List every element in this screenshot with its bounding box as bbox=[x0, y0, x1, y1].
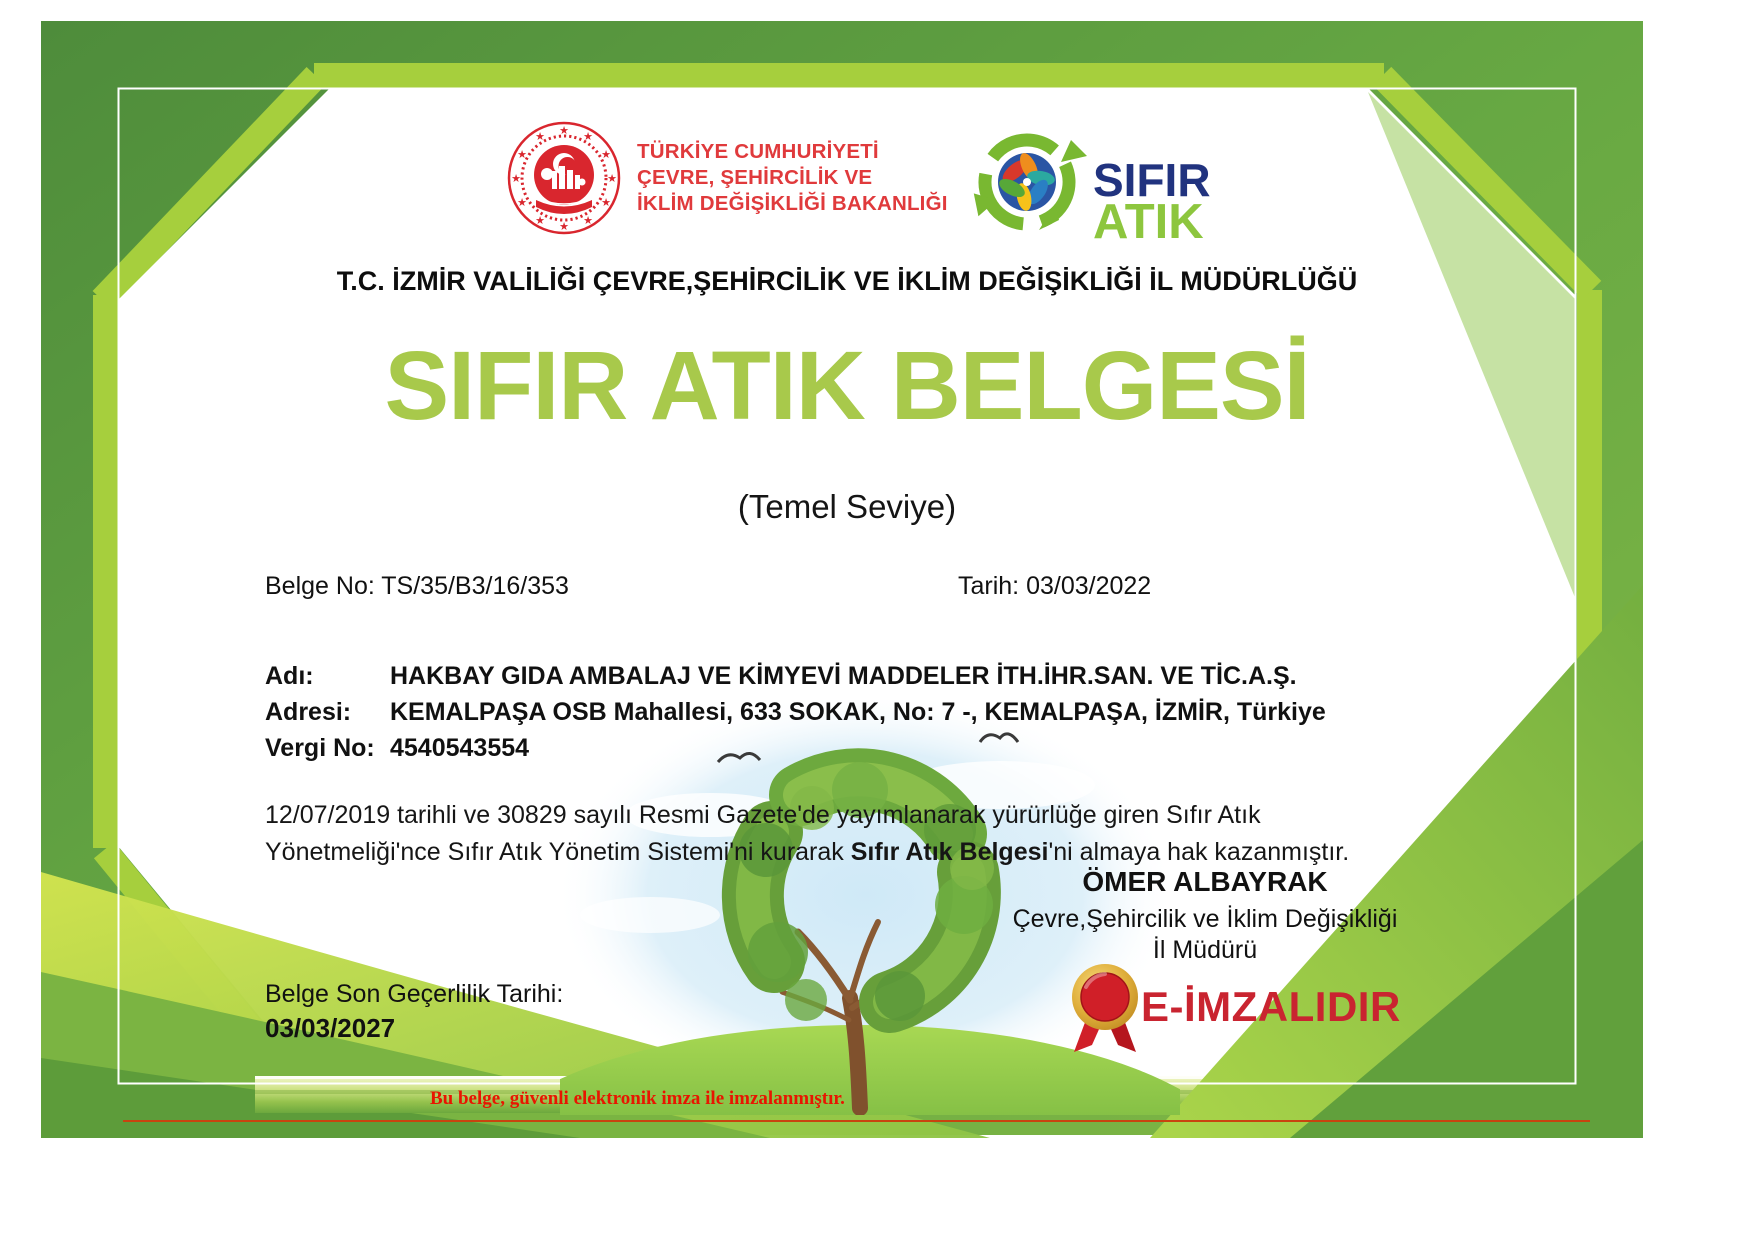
issue-date: Tarih: 03/03/2022 bbox=[958, 572, 1152, 600]
detail-value: HAKBAY GIDA AMBALAJ VE KİMYEVİ MADDELER İTH.İHR.SAN. VE TİC.A.Ş. bbox=[390, 662, 1297, 690]
detail-label: Adresi: bbox=[265, 698, 352, 726]
detail-value: KEMALPAŞA OSB Mahallesi, 633 SOKAK, No: 7 -, KEMALPAŞA, İZMİR, Türkiye bbox=[390, 698, 1326, 726]
svg-text:★: ★ bbox=[517, 196, 527, 209]
validity-date: 03/03/2027 bbox=[265, 1013, 396, 1043]
ministry-emblem-icon bbox=[502, 120, 626, 238]
document-number: Belge No: TS/35/B3/16/353 bbox=[265, 572, 569, 600]
sifir-atik-logo bbox=[955, 122, 1255, 242]
signer-role-line2: İl Müdürü bbox=[1152, 936, 1258, 964]
issuer-line: T.C. İZMİR VALİLİĞİ ÇEVRE,ŞEHİRCİLİK VE İKLİM DEĞİŞİKLİĞİ İL MÜDÜRLÜĞÜ bbox=[336, 266, 1358, 296]
statement-part1: 12/07/2019 tarihli ve 30829 sayılı Resmi Gazete'de yayımlanarak yürürlüğe giren Sıfır Atık Yönetmeliği'nce Sıfır Atık Yönetim Sistemi'ni kurarak bbox=[265, 801, 1261, 866]
certificate-statement bbox=[265, 797, 1350, 871]
electronic-signature-note: Bu belge, güvenli elektronik imza ile imzalanmıştır. bbox=[430, 1088, 845, 1109]
svg-text:★: ★ bbox=[559, 220, 569, 233]
svg-text:★: ★ bbox=[535, 214, 545, 227]
logo-word-atik: ATIK bbox=[1093, 195, 1204, 242]
logo-word-sifir: SIFIR bbox=[1093, 154, 1211, 206]
svg-text:★: ★ bbox=[517, 148, 527, 161]
detail-row-tax-no bbox=[265, 730, 1326, 766]
ministry-line-2: ÇEVRE, ŞEHİRCİLİK VE bbox=[637, 166, 873, 189]
ministry-line-1: TÜRKİYE CUMHURİYETİ bbox=[637, 140, 879, 163]
svg-text:★: ★ bbox=[559, 124, 569, 137]
signer-role-line1: Çevre,Şehircilik ve İklim Değişikliği bbox=[1012, 905, 1398, 933]
recipient-details bbox=[265, 658, 1326, 766]
detail-row-name bbox=[265, 658, 1326, 694]
detail-label: Vergi No: bbox=[265, 734, 375, 762]
statement-part2: 'ni almaya hak kazanmıştır. bbox=[1048, 838, 1350, 866]
signer-name: ÖMER ALBAYRAK bbox=[1082, 866, 1328, 897]
signature-block bbox=[1000, 866, 1410, 966]
detail-label: Adı: bbox=[265, 662, 314, 690]
ministry-line-3: İKLİM DEĞİŞİKLİĞİ BAKANLIĞI bbox=[637, 192, 948, 215]
ministry-name bbox=[637, 139, 948, 217]
svg-text:★: ★ bbox=[583, 214, 593, 227]
svg-text:★: ★ bbox=[511, 172, 521, 185]
certificate-subtitle: (Temel Seviye) bbox=[737, 488, 957, 525]
e-signature-label: E-İMZALIDIR bbox=[1141, 983, 1401, 1030]
statement-bold: Sıfır Atık Belgesi bbox=[850, 838, 1049, 866]
detail-row-address bbox=[265, 694, 1326, 730]
certificate-title: SIFIR ATIK BELGESİ bbox=[384, 331, 1310, 440]
svg-text:★: ★ bbox=[607, 172, 617, 185]
e-signature-seal-icon bbox=[1062, 957, 1148, 1055]
svg-text:★: ★ bbox=[601, 196, 611, 209]
footer-divider-line bbox=[123, 1120, 1590, 1122]
svg-text:★: ★ bbox=[535, 130, 545, 143]
svg-text:★: ★ bbox=[583, 130, 593, 143]
svg-text:★: ★ bbox=[601, 148, 611, 161]
detail-value: 4540543554 bbox=[390, 734, 530, 762]
validity-label: Belge Son Geçerlilik Tarihi: bbox=[265, 980, 564, 1008]
